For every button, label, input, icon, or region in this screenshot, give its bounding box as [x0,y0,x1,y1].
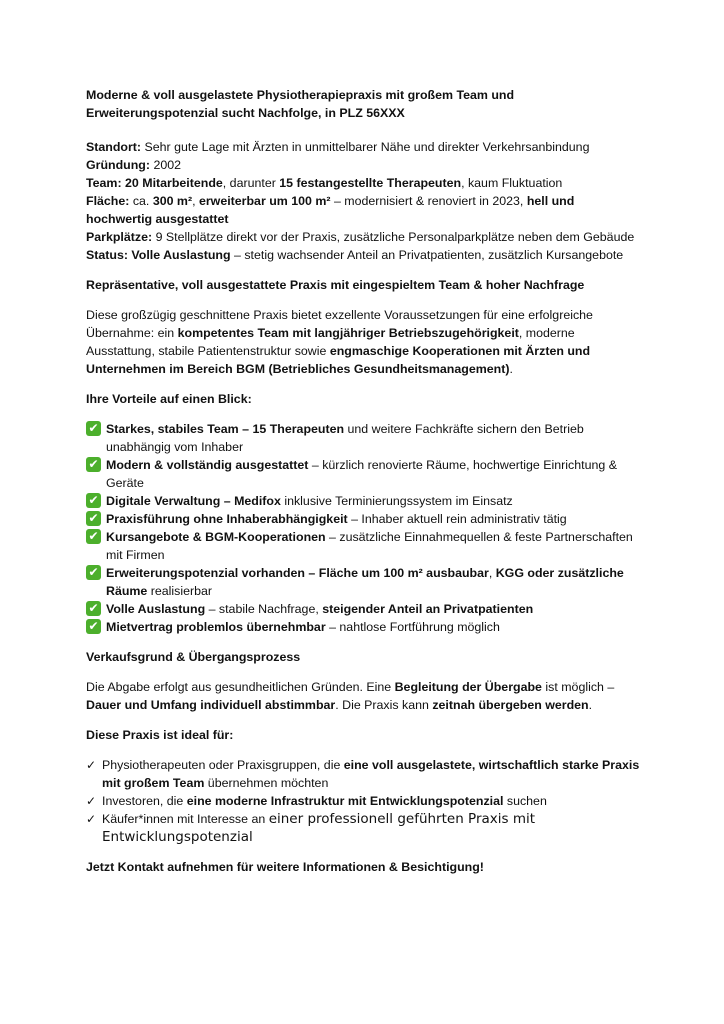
fact-value-bold: 300 m² [152,194,193,208]
item-text: inklusive Terminierungssystem im Einsatz [280,494,513,508]
item-bold: Starkes, stabiles Team – 15 Therapeuten [106,422,345,436]
text-run-bold: Begleitung der Übergabe [394,680,542,694]
fact-label: Gründung: [86,158,150,172]
key-facts [86,138,640,264]
text-run: . Die Praxis kann [335,698,433,712]
fact-value-bold: 15 festangestellte Therapeuten [279,176,462,190]
fact-value: , kaum Fluktuation [461,176,563,190]
check-mark-icon: ✔ [86,511,101,526]
fact-status [86,246,640,264]
tick-icon: ✓ [86,812,97,826]
check-mark-icon: ✔ [86,529,101,544]
item-bold: Digitale Verwaltung – Medifox [106,494,281,508]
check-mark-icon: ✔ [86,493,101,508]
text-run-bold: kompetentes Team mit langjähriger Betriebszugehörigkeit [177,326,519,340]
advantages-list [86,420,640,636]
fact-value: 9 Stellplätze direkt vor der Praxis, zusätzliche Personalparkplätze neben dem Gebäude [152,230,635,244]
item-text: – stabile Nachfrage, [205,602,323,616]
item-text: Physiotherapeuten oder Praxisgruppen, die [102,758,344,772]
item-bold: Praxisführung ohne Inhaberabhängigkeit [106,512,348,526]
item-text: realisierbar [147,584,213,598]
text-run: . [588,698,593,712]
item-bold: steigender Anteil an Privatpatienten [322,602,534,616]
fact-value-bold: hell und hochwertig ausgestattet [86,194,575,226]
list-item [86,600,640,618]
item-bold: Volle Auslastung [106,602,206,616]
fact-flaeche [86,192,640,228]
fact-gruendung [86,156,640,174]
item-text: Investoren, die [102,794,187,808]
item-bold: KGG oder zusätzliche Räume [106,566,624,598]
item-bold: Modern & vollständig ausgestattet [106,458,309,472]
list-item [86,510,640,528]
item-bold: eine moderne Infrastruktur mit Entwicklungspotenzial [186,794,504,808]
document-title: Moderne & voll ausgelastete Physiotherapiepraxis mit großem Team und Erweiterungspotenzial sucht Nachfolge, in PLZ 56XXX [86,88,515,120]
check-mark-icon: ✔ [86,457,101,472]
item-bold: eine voll ausgelastete, wirtschaftlich starke Praxis mit großem Team [102,758,640,790]
text-run-bold: Dauer und Umfang individuell abstimmbar [86,698,336,712]
item-text: und weitere Fachkräfte sichern den Betrieb unabhängig vom Inhaber [106,422,584,454]
list-item [86,792,640,810]
fact-value: ca. [129,194,153,208]
item-text: – zusätzliche Einnahmequellen & feste Partnerschaften mit Firmen [106,530,633,562]
fact-value: – modernisiert & renoviert in 2023, [330,194,527,208]
text-run-bold: engmaschige Kooperationen mit Ärzten und Unternehmen im Bereich BGM (Betriebliches Gesundheitsmanagement) [86,344,591,376]
closing-call-to-action: Jetzt Kontakt aufnehmen für weitere Informationen & Besichtigung! [86,860,484,874]
section-heading-praxis: Repräsentative, voll ausgestattete Praxis mit eingespieltem Team & hoher Nachfrage [86,278,585,292]
item-bold: Erweiterungspotenzial vorhanden – Fläche um 100 m² ausbaubar [106,566,489,580]
item-text: Käufer*innen mit Interesse an [102,812,269,826]
fact-label: Fläche: [86,194,130,208]
tick-icon: ✓ [86,758,97,772]
item-text: – nahtlose Fortführung möglich [325,620,500,634]
item-text: – kürzlich renovierte Räume, hochwertige Einrichtung & Geräte [106,458,617,490]
list-item [86,756,640,792]
list-item [86,618,640,636]
fact-standort [86,138,640,156]
intro-paragraph [86,306,640,378]
item-text: , [488,566,496,580]
fact-label: Standort: [86,140,142,154]
text-run-bold: zeitnah übergeben werden [432,698,589,712]
fact-value: , darunter [222,176,280,190]
fact-value: 2002 [150,158,182,172]
fact-team [86,174,640,192]
text-run: ist möglich – [541,680,615,694]
reason-paragraph [86,678,640,714]
text-run: Die Abgabe erfolgt aus gesundheitlichen Gründen. Eine [86,680,395,694]
list-item [86,420,640,456]
item-emphasis: einer professionell geführten Praxis mit Entwicklungspotenzial [102,811,536,845]
item-bold: Kursangebote & BGM-Kooperationen [106,530,326,544]
check-mark-icon: ✔ [86,619,101,634]
fact-value-bold: erweiterbar um 100 m² [198,194,331,208]
fact-value: – stetig wachsender Anteil an Privatpatienten, zusätzlich Kursangebote [230,248,624,262]
check-mark-icon: ✔ [86,601,101,616]
ideal-list [86,756,640,846]
tick-icon: ✓ [86,794,97,808]
fact-label: Parkplätze: [86,230,153,244]
check-mark-icon: ✔ [86,565,101,580]
list-item [86,492,640,510]
list-item [86,456,640,492]
fact-value: , [192,194,199,208]
text-run: , moderne Ausstattung, stabile Patientenstruktur sowie [86,326,575,358]
item-text: übernehmen möchten [204,776,329,790]
list-item [86,810,640,846]
list-item [86,564,640,600]
fact-label: Team: 20 Mitarbeitende [86,176,223,190]
fact-value: Sehr gute Lage mit Ärzten in unmittelbarer Nähe und direkter Verkehrsanbindung [141,140,590,154]
check-mark-icon: ✔ [86,421,101,436]
text-run: . [509,362,513,376]
item-text: suchen [503,794,547,808]
item-text: – Inhaber aktuell rein administrativ tätig [347,512,567,526]
list-item [86,528,640,564]
item-bold: Mietvertrag problemlos übernehmbar [106,620,326,634]
section-heading-ideal: Diese Praxis ist ideal für: [86,728,234,742]
section-heading-vorteile: Ihre Vorteile auf einen Blick: [86,392,252,406]
section-heading-verkaufsgrund: Verkaufsgrund & Übergangsprozess [86,650,301,664]
text-run: Diese großzügig geschnittene Praxis bietet exzellente Voraussetzungen für eine erfolgreiche Übernahme: ein [86,308,593,340]
fact-label: Status: Volle Auslastung [86,248,231,262]
fact-parkplaetze [86,228,640,246]
